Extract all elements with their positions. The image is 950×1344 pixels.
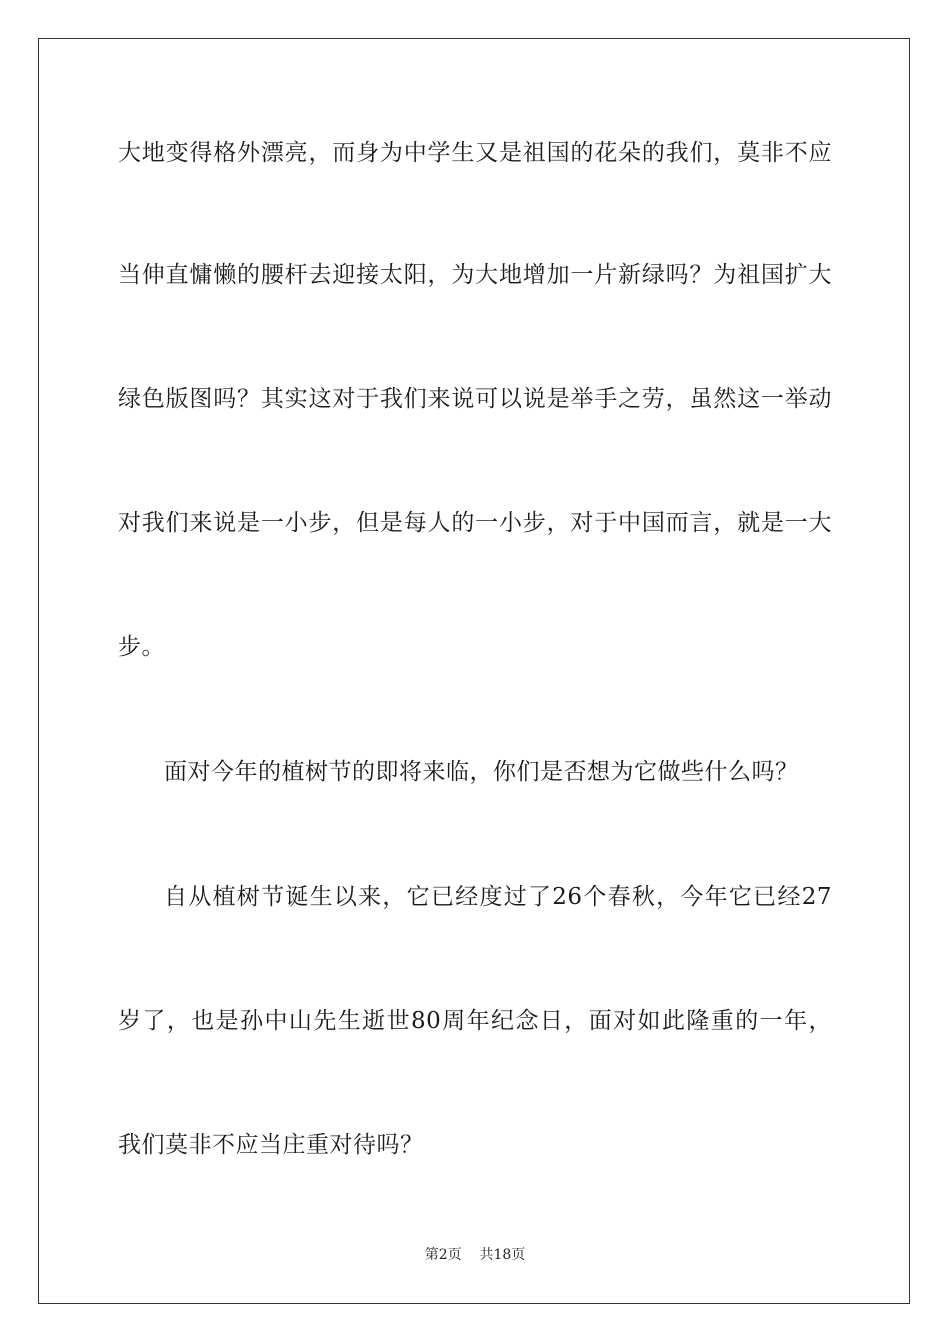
paragraph-line-7: 自从植树节诞生以来，它已经度过了26个春秋，今年它已经27 xyxy=(164,884,832,910)
page-border xyxy=(38,38,910,1304)
text-line-9: 我们莫非不应当庄重对待吗？ xyxy=(118,1132,424,1158)
text-line-1: 大地变得格外漂亮，而身为中学生又是祖国的花朵的我们，莫非不应 xyxy=(118,140,832,166)
text-line-4: 对我们来说是一小步，但是每人的一小步，对于中国而言，就是一大 xyxy=(118,510,832,536)
paragraph-line-6: 面对今年的植树节的即将来临，你们是否想为它做些什么吗？ xyxy=(164,759,799,785)
text-line-5: 步。 xyxy=(118,634,165,660)
page-total: 共18页 xyxy=(479,1247,526,1263)
page-number: 第2页 xyxy=(424,1247,462,1263)
text-line-3: 绿色版图吗？其实这对于我们来说可以说是举手之劳，虽然这一举动 xyxy=(118,386,832,412)
page-footer xyxy=(0,1246,950,1264)
text-line-2: 当伸直慵懒的腰杆去迎接太阳，为大地增加一片新绿吗？为祖国扩大 xyxy=(118,262,832,288)
text-line-8: 岁了，也是孙中山先生逝世80周年纪念日，面对如此隆重的一年， xyxy=(118,1008,832,1034)
